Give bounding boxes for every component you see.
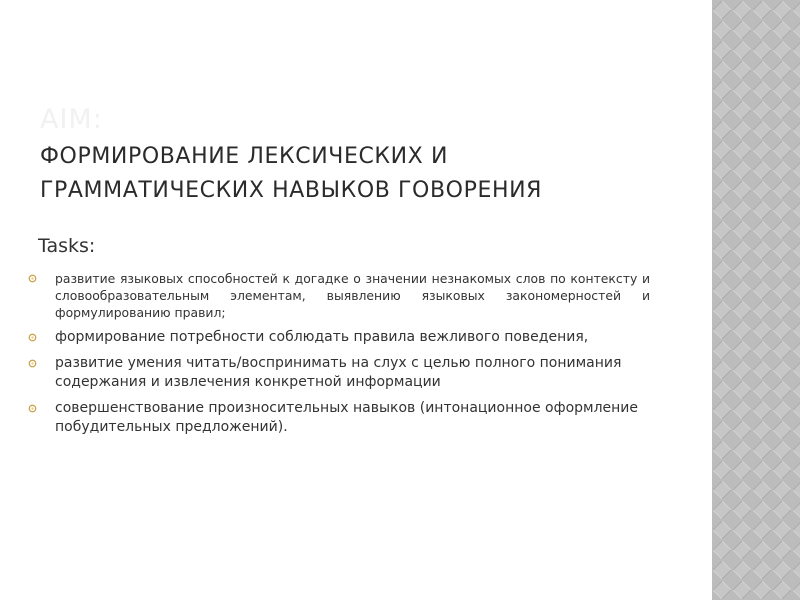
decorative-side-band xyxy=(712,0,800,600)
task-item xyxy=(28,328,650,347)
tasks-heading: Tasks: xyxy=(38,235,96,257)
circle-bullet-icon xyxy=(28,333,37,342)
slide-title-line-2: ГРАММАТИЧЕСКИХ НАВЫКОВ ГОВОРЕНИЯ xyxy=(40,178,543,203)
task-list xyxy=(28,270,650,444)
task-text: формирование потребности соблюдать правила вежливого поведения, xyxy=(55,329,589,345)
circle-bullet-icon xyxy=(28,274,37,283)
aim-label: AIM: xyxy=(40,104,103,135)
task-text: совершенствование произносительных навыков (интонационное оформление побудительных предложений). xyxy=(55,400,639,435)
task-text: развитие умения читать/воспринимать на слух с целью полного понимания содержания и извлечения конкретной информации xyxy=(55,355,622,390)
diamond-pattern-icon xyxy=(712,0,800,600)
task-item xyxy=(28,270,650,321)
task-item xyxy=(28,354,650,392)
task-text: развитие языковых способностей к догадке о значении незнакомых слов по контексту и словообразовательным элементам, выявлению языковых закономерностей и формулированию правил; xyxy=(55,271,650,320)
task-item xyxy=(28,399,650,437)
slide-title xyxy=(40,140,680,208)
slide-title-line-1: ФОРМИРОВАНИЕ ЛЕКСИЧЕСКИХ И xyxy=(40,144,449,169)
circle-bullet-icon xyxy=(28,404,37,413)
circle-bullet-icon xyxy=(28,359,37,368)
